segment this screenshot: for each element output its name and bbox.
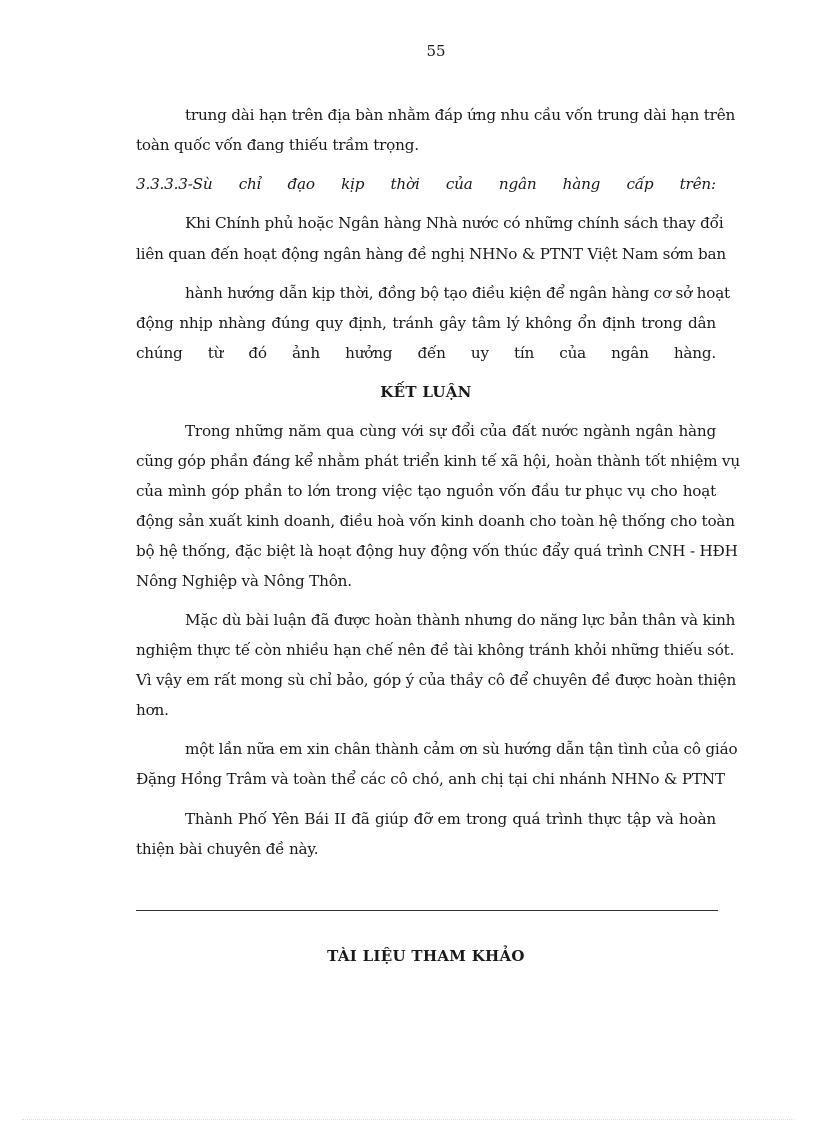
conclusion-para4-line-1: Thành Phố Yên Bái II đã giúp đỡ em trong quá trình thực tập và hoàn [185,810,716,828]
conclusion-para1-line-4: động sản xuất kinh doanh, điều hoà vốn kinh doanh cho toàn hệ thống cho toàn [136,512,735,530]
section-title-word: hàng [562,175,601,193]
intro-line-1: trung dài hạn trên địa bàn nhằm đáp ứng nhu cầu vốn trung dài hạn trên [185,106,736,124]
section-para2-line-1: hành hướng dẫn kịp thời, đồng bộ tạo điều kiện để ngân hàng cơ sở hoạt [185,284,730,302]
section-para2-line-3: chúng từ đó ảnh hưởng đến uy tín của ngân hàng. [136,344,716,362]
section-title [136,174,716,194]
section-para1-line-1: Khi Chính phủ hoặc Ngân hàng Nhà nước có những chính sách thay đổi [185,214,724,232]
conclusion-para1-line-1: Trong những năm qua cùng với sự đổi của đất nước ngành ngân hàng [185,422,716,440]
section-title-word: chỉ [238,175,262,193]
section-title-word: trên: [679,175,716,193]
section-title-word: 3.3.3.3-Sù [136,175,213,193]
intro-line-2: toàn quốc vốn đang thiếu trầm trọng. [136,136,419,154]
conclusion-para3-line-1: một lần nữa em xin chân thành cảm ơn sù hướng dẫn tận tình của cô giáo [185,740,738,758]
section-title-word: kịp [341,175,365,193]
section-title-word: đạo [287,175,315,193]
conclusion-para2-line-2: nghiệm thực tế còn nhiều hạn chế nên đề tài không tránh khỏi những thiếu sót. [136,641,735,659]
section-title-word: cấp [626,175,654,193]
conclusion-para3-line-2: Đặng Hồng Trâm và toàn thể các cô chó, anh chị tại chi nhánh NHNo & PTNT [136,770,725,788]
page-number: 55 [426,42,446,60]
conclusion-para2-line-3: Vì vậy em rất mong sù chỉ bảo, góp ý của thầy cô để chuyên đề được hoàn thiện [136,671,737,689]
section-title-word: của [445,175,473,193]
conclusion-para1-line-2: cũng góp phần đáng kể nhằm phát triển kinh tế xã hội, hoàn thành tốt nhiệm vụ [136,452,740,470]
conclusion-heading: KẾT LUẬN [380,383,472,401]
conclusion-para1-line-3: của mình góp phần to lớn trong việc tạo nguồn vốn đầu tư phục vụ cho hoạt [136,482,716,500]
conclusion-para1-line-6: Nông Nghiệp và Nông Thôn. [136,572,352,590]
conclusion-para4-line-2: thiện bài chuyên đề này. [136,840,319,858]
conclusion-para1-line-5: bộ hệ thống, đặc biệt là hoạt động huy động vốn thúc đẩy quá trình CNH - HĐH [136,542,738,560]
section-divider [136,910,718,911]
section-para1-line-2: liên quan đến hoạt động ngân hàng đề nghị NHNo & PTNT Việt Nam sớm ban [136,245,726,263]
conclusion-para2-line-1: Mặc dù bài luận đã được hoàn thành nhưng do năng lực bản thân và kinh [185,611,736,629]
section-title-word: ngân [498,175,537,193]
section-para2-line-2: động nhịp nhàng đúng quy định, tránh gây tâm lý không ổn định trong dân [136,314,716,332]
page-bottom-edge [22,1119,794,1120]
section-title-word: thời [390,175,420,193]
conclusion-para2-line-4: hơn. [136,701,169,719]
references-heading: TÀI LIỆU THAM KHẢO [327,947,525,965]
